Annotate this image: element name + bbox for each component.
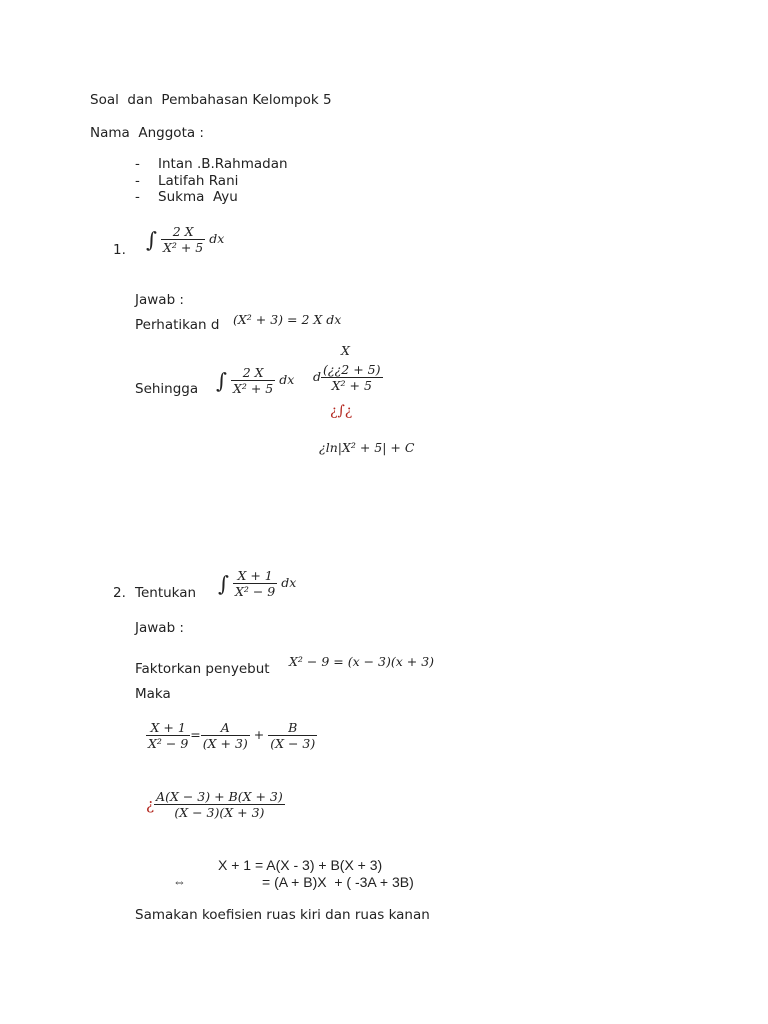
- answer-label: Jawab :: [135, 292, 184, 308]
- member-name: Intan .B.Rahmadan: [158, 156, 288, 172]
- note-math: (X² + 3) = 2 X dx: [233, 312, 342, 327]
- fraction-numerator: 2 X: [161, 224, 205, 240]
- rhs-placeholder-integral: ¿∫¿: [330, 403, 353, 419]
- differential: dx: [209, 231, 225, 246]
- answer-label: Jawab :: [135, 620, 184, 636]
- problem-2-number: 2.: [113, 585, 126, 601]
- bullet: -: [135, 173, 140, 189]
- factor-label: Faktorkan penyebut: [135, 661, 270, 677]
- member-name: Latifah Rani: [158, 173, 239, 189]
- fraction-numerator: A(X − 3) + B(X + 3): [156, 789, 283, 804]
- fraction-denominator: X² + 5: [232, 381, 274, 396]
- fraction-denominator: X² − 9: [234, 584, 276, 599]
- note-label: Perhatikan d: [135, 317, 220, 333]
- fraction-denominator: X² − 9: [148, 736, 189, 751]
- problem-1-integral-repeat: [216, 365, 294, 396]
- partial-fraction-equation: [146, 720, 317, 751]
- problem-1-result: ¿ln|X² + 5| + C: [319, 440, 415, 455]
- integral-sign-icon: ∫: [218, 571, 229, 596]
- placeholder-glyph: ¿: [146, 795, 155, 814]
- rhs-top-variable: X: [341, 343, 350, 358]
- member-name: Sukma Ayu: [158, 189, 238, 205]
- bullet: -: [135, 156, 140, 172]
- fraction-numerator: X + 1: [233, 568, 277, 584]
- differential: dx: [279, 372, 295, 387]
- equation-line-1: X + 1 = A(X - 3) + B(X + 3): [218, 857, 383, 873]
- bullet: -: [135, 189, 140, 205]
- factor-math: X² − 9 = (x − 3)(x + 3): [289, 654, 435, 669]
- integral-sign-icon: ∫: [146, 227, 157, 252]
- fraction-denominator: X² + 5: [331, 378, 372, 393]
- equals-sign: =: [190, 727, 201, 742]
- problem-2-integral: [218, 568, 296, 599]
- fraction-denominator: X² + 5: [162, 240, 204, 255]
- fraction-denominator: (X + 3): [202, 736, 248, 751]
- problem-1-number: 1.: [113, 242, 126, 258]
- rhs-derivative: [313, 362, 383, 393]
- members-label: Nama Anggota :: [90, 125, 204, 141]
- then-label: Maka: [135, 686, 171, 702]
- conclusion-text: Samakan koefisien ruas kiri dan ruas kanan: [135, 907, 430, 923]
- fraction-numerator: X + 1: [146, 720, 190, 736]
- fraction-numerator: B: [268, 720, 317, 736]
- plus-sign: +: [249, 727, 269, 742]
- integral-sign-icon: ∫: [216, 368, 227, 393]
- fraction-numerator: A: [201, 720, 250, 736]
- fraction-numerator: (¿¿2 + 5): [323, 362, 381, 377]
- fraction-denominator: (X − 3)(X + 3): [174, 805, 265, 820]
- equation-line-2: = (A + B)X + ( -3A + 3B): [262, 874, 414, 890]
- so-label: Sehingga: [135, 381, 199, 397]
- document-title: Soal dan Pembahasan Kelompok 5: [90, 92, 332, 108]
- problem-1-integral: [146, 224, 224, 255]
- combined-fraction: [146, 789, 285, 820]
- equivalence-icon: ⇔: [173, 874, 186, 889]
- prompt-label: Tentukan: [135, 585, 197, 601]
- fraction-numerator: 2 X: [231, 365, 275, 381]
- differential: dx: [281, 575, 297, 590]
- derivative-d: d: [313, 369, 322, 384]
- fraction-denominator: (X − 3): [270, 736, 316, 751]
